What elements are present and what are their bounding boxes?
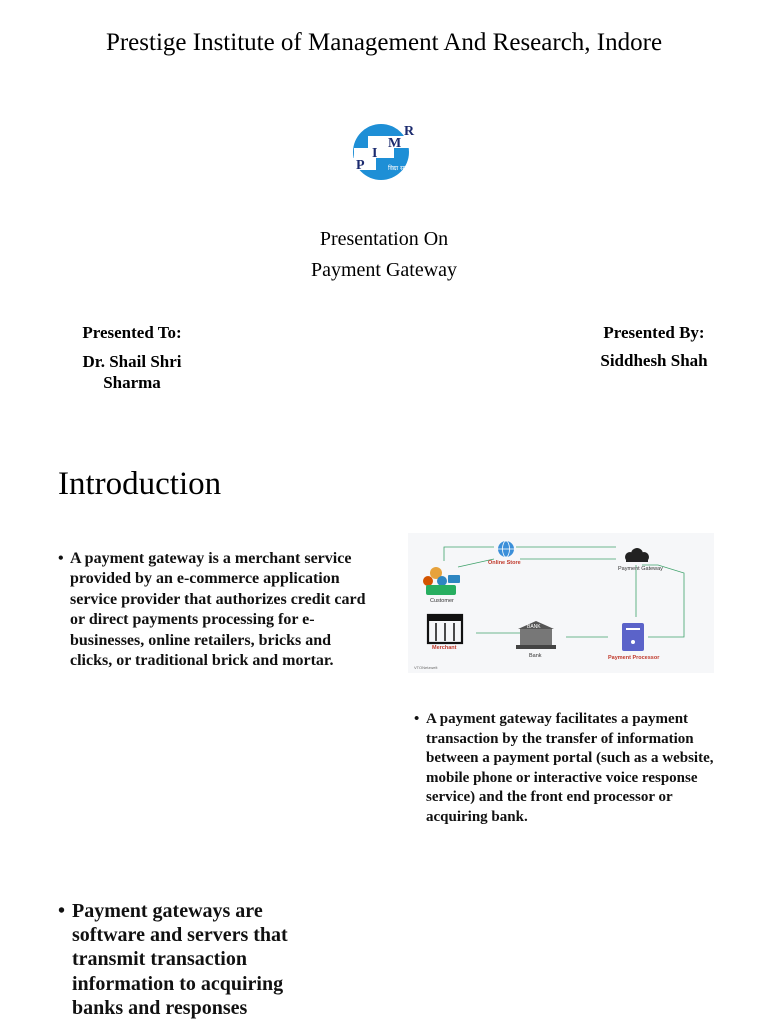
presentation-on-label: Presentation On bbox=[319, 228, 449, 250]
logo-letter-i: I bbox=[372, 146, 378, 161]
customer-label: Customer bbox=[430, 598, 454, 604]
cloud-icon bbox=[625, 548, 649, 562]
globe-icon bbox=[498, 541, 514, 557]
bullet-text: A payment gateway facilitates a payment transaction by the transfer of information between a payment portal (such as a website, mobile phone or interactive voice response service) and the front end processor or acquiring bank. bbox=[426, 711, 714, 825]
bullet-text: Payment gateways are software and servers that transmit transaction information to acquiring banks and responses bbox=[72, 900, 288, 1019]
presentation-topic: Payment Gateway bbox=[310, 259, 458, 281]
watermark: VTONetzwelt bbox=[414, 665, 438, 670]
online-store-label: Online Store bbox=[488, 560, 521, 566]
presented-to-name: Dr. Shail Shri Sharma bbox=[82, 352, 182, 392]
logo-letter-r: R bbox=[404, 124, 415, 139]
bank-label: Bank bbox=[529, 653, 542, 659]
bullet-point bbox=[58, 899, 308, 1020]
bullet-icon: • bbox=[58, 900, 66, 922]
customer-icon bbox=[423, 567, 460, 595]
merchant-icon bbox=[428, 615, 462, 643]
bullet-point bbox=[58, 549, 368, 671]
logo-letter-m: M bbox=[388, 136, 402, 151]
pimr-logo-icon bbox=[348, 122, 418, 186]
payment-gateway-diagram bbox=[408, 533, 714, 673]
presented-by-label: Presented By: bbox=[603, 323, 705, 342]
presented-to-label: Presented To: bbox=[82, 323, 182, 342]
bullet-icon: • bbox=[414, 711, 420, 727]
payment-processor-label: Payment Processor bbox=[608, 655, 660, 661]
bullet-text: A payment gateway is a merchant service provided by an e-commerce application service provider that authorizes credit card or direct payments processing for e-businesses, online retailers, bricks and clicks, or traditional brick and mortar. bbox=[70, 550, 366, 670]
introduction-heading: Introduction bbox=[58, 466, 222, 502]
presented-by-name: Siddhesh Shah bbox=[600, 351, 708, 370]
bullet-point bbox=[414, 710, 724, 827]
server-icon bbox=[622, 623, 644, 651]
bank-sign: BANK bbox=[527, 624, 541, 630]
logo-tagline: विद्या समाजाय bbox=[388, 165, 418, 172]
logo-letter-p: P bbox=[356, 158, 365, 173]
merchant-label: Merchant bbox=[432, 645, 457, 651]
payment-gateway-label: Payment Gateway bbox=[618, 566, 663, 572]
pimr-logo bbox=[348, 122, 418, 186]
bullet-icon: • bbox=[58, 550, 64, 567]
institute-title: Prestige Institute of Management And Research, Indore bbox=[105, 29, 663, 56]
